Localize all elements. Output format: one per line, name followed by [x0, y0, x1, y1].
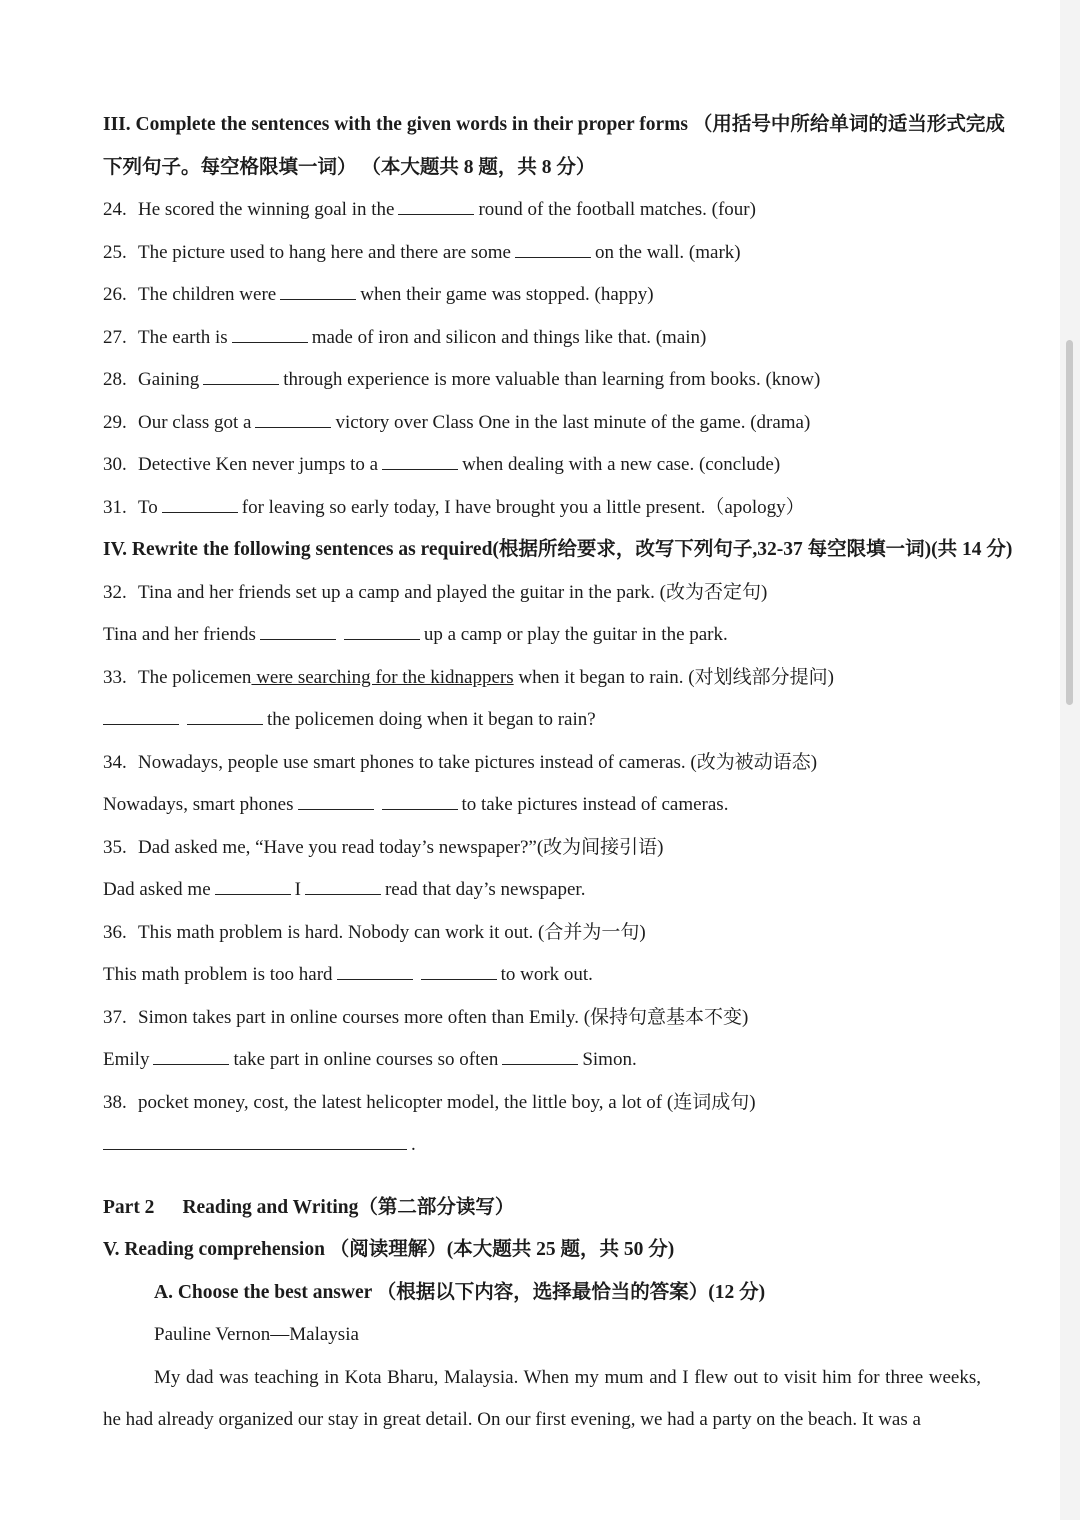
subsection-a-title: A. Choose the best answer （根据以下内容，选择最恰当的答案）(12 分) — [154, 1281, 766, 1303]
worksheet-content — [103, 104, 1013, 1442]
question-38: 38. pocket money, cost, the latest helicopter model, the little boy, a lot of (连词成句) — [103, 1091, 756, 1113]
answer-32: Tina and her friends up a camp or play the guitar in the park. — [103, 624, 728, 645]
answer-blank[interactable] — [203, 368, 279, 385]
answer-36: This math problem is too hard to work out. — [103, 964, 593, 985]
answer-blank[interactable] — [502, 1048, 578, 1065]
answer-blank[interactable] — [280, 283, 356, 300]
question-24: 24. He scored the winning goal in the round of the football matches. (four) — [103, 199, 756, 220]
question-34: 34. Nowadays, people use smart phones to take pictures instead of cameras. (改为被动语态) — [103, 751, 818, 773]
question-30: 30. Detective Ken never jumps to a when dealing with a new case. (conclude) — [103, 454, 781, 475]
section-4-title: IV. Rewrite the following sentences as required(根据所给要求，改写下列句子,32-37 每空限填一词)(共 14 分) — [103, 539, 1013, 560]
vertical-scrollbar[interactable] — [1066, 340, 1073, 705]
question-35: 35. Dad asked me, “Have you read today’s newspaper?”(改为间接引语) — [103, 836, 664, 858]
answer-blank[interactable] — [305, 878, 381, 895]
question-27: 27. The earth is made of iron and silicon and things like that. (main) — [103, 326, 707, 348]
answer-37: Emily take part in online courses so often Simon. — [103, 1049, 637, 1070]
question-33: 33. The policemen were searching for the kidnappers when it began to rain. (对划线部分提问) — [103, 666, 834, 688]
question-26: 26. The children were when their game was stopped. (happy) — [103, 284, 654, 305]
answer-blank[interactable] — [337, 963, 413, 980]
answer-blank[interactable] — [153, 1048, 229, 1065]
answer-blank[interactable] — [515, 241, 591, 258]
answer-34: Nowadays, smart phones to take pictures instead of cameras. — [103, 794, 729, 815]
question-28: 28. Gaining through experience is more valuable than learning from books. (know) — [103, 369, 821, 390]
question-37: 37. Simon takes part in online courses more often than Emily. (保持句意基本不变) — [103, 1006, 749, 1028]
answer-blank[interactable] — [255, 411, 331, 428]
passage-paragraph: My dad was teaching in Kota Bharu, Malaysia. When my mum and I flew out to visit him for three weeks, he had already organized our stay in great detail. On our first evening, we had a party on the beach. It was a — [103, 1366, 981, 1430]
answer-blank[interactable] — [187, 708, 263, 725]
answer-blank[interactable] — [260, 623, 336, 640]
answer-blank[interactable] — [103, 708, 179, 725]
answer-35: Dad asked me I read that day’s newspaper. — [103, 879, 586, 900]
answer-blank[interactable] — [215, 878, 291, 895]
answer-blank[interactable] — [344, 623, 420, 640]
answer-blank[interactable] — [298, 793, 374, 810]
part-2-heading: Part 2 Reading and Writing（第二部分读写） — [103, 1196, 515, 1218]
answer-blank[interactable] — [398, 198, 474, 215]
answer-blank[interactable] — [103, 1133, 407, 1150]
passage-title: Pauline Vernon—Malaysia — [154, 1324, 359, 1345]
question-36: 36. This math problem is hard. Nobody can work it out. (合并为一句) — [103, 921, 646, 943]
answer-blank[interactable] — [421, 963, 497, 980]
section-5-title: V. Reading comprehension （阅读理解）(本大题共 25 题，共 50 分) — [103, 1239, 675, 1260]
question-31: 31. To for leaving so early today, I have brought you a little present.（apology） — [103, 496, 805, 518]
answer-blank[interactable] — [232, 326, 308, 343]
answer-blank[interactable] — [162, 496, 238, 513]
section-3-title-line1: III. Complete the sentences with the given words in their proper forms （用括号中所给单词的适当形式完成 — [103, 114, 1005, 135]
answer-blank[interactable] — [382, 793, 458, 810]
answer-33: the policemen doing when it began to rain? — [103, 699, 983, 742]
question-32: 32. Tina and her friends set up a camp and played the guitar in the park. (改为否定句) — [103, 581, 768, 603]
section-3-title-line2: 下列句子。每空格限填一词） （本大题共 8 题，共 8 分） — [103, 156, 596, 178]
answer-38: . — [103, 1124, 983, 1167]
underlined-phrase: were searching for the kidnappers — [251, 666, 514, 688]
answer-blank[interactable] — [382, 453, 458, 470]
question-29: 29. Our class got a victory over Class One in the last minute of the game. (drama) — [103, 411, 811, 433]
question-25: 25. The picture used to hang here and there are some on the wall. (mark) — [103, 241, 741, 263]
